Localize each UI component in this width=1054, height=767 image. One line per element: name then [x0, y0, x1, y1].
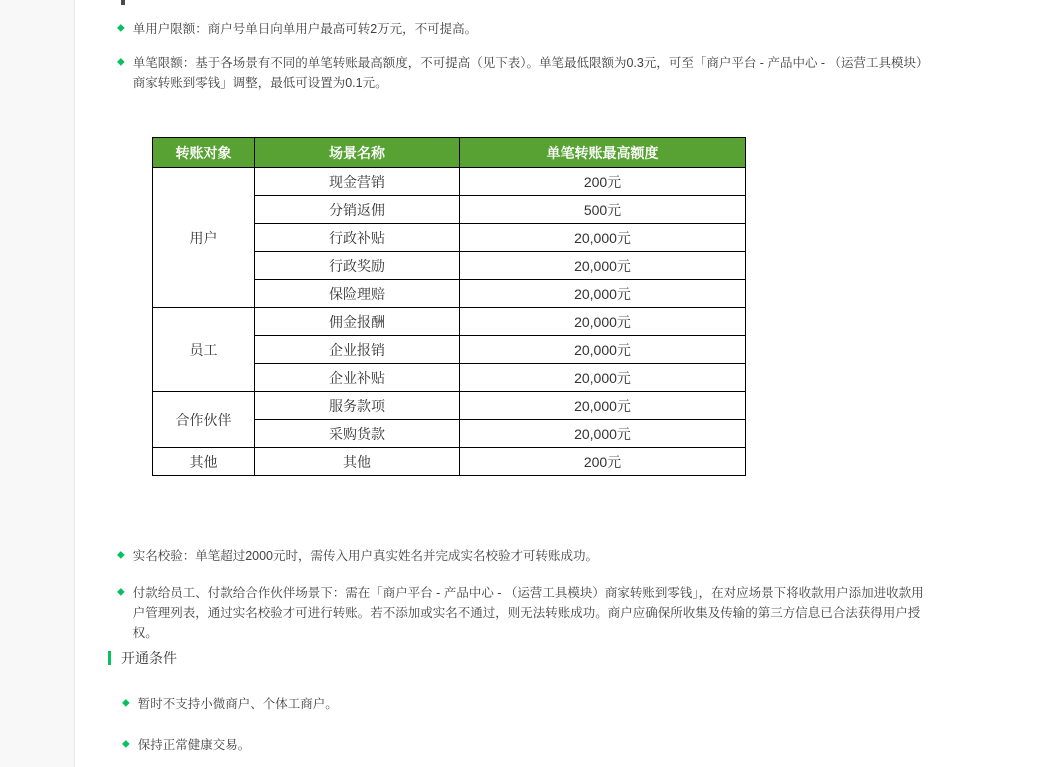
table-cell-max-amount: 20,000元	[460, 308, 746, 336]
table-cell-scene-name: 采购货款	[255, 420, 460, 448]
table-cell-scene-name: 企业补贴	[255, 364, 460, 392]
table-cell-max-amount: 500元	[460, 196, 746, 224]
table-cell-scene-name: 分销返佣	[255, 196, 460, 224]
table-cell-max-amount: 20,000元	[460, 392, 746, 420]
sidebar-edge	[0, 0, 75, 767]
note-single-user-limit	[117, 19, 947, 39]
section-heading-open-conditions	[108, 648, 177, 668]
table-row	[153, 448, 746, 476]
table-cell-transfer-object: 用户	[153, 168, 255, 308]
table-cell-scene-name: 行政奖励	[255, 252, 460, 280]
table-cell-max-amount: 20,000元	[460, 420, 746, 448]
table-cell-max-amount: 20,000元	[460, 224, 746, 252]
note-text: 付款给员工、付款给合作伙伴场景下：需在「商户平台 - 产品中心 - （运营工具模块）商家转账到零钱」，在对应场景下将收款用户添加进收款用户管理列表，通过实名校验才可进行转账。若不添加或实名不通过，则无法转账成功。商户应确保所收集及传输的第三方信息已合法获得用户授权。	[132, 586, 924, 640]
table-cell-transfer-object: 员工	[153, 308, 255, 392]
note-text: 保持正常健康交易。	[137, 738, 251, 752]
note-text: 实名校验：单笔超过2000元时，需传入用户真实姓名并完成实名校验才可转账成功。	[132, 549, 599, 563]
note-no-micro-merchant	[122, 694, 922, 714]
diamond-bullet-icon: ◆	[117, 586, 125, 598]
note-realname-check	[117, 546, 947, 566]
table-cell-max-amount: 200元	[460, 168, 746, 196]
transfer-limit-table	[152, 137, 746, 476]
table-cell-transfer-object: 其他	[153, 448, 255, 476]
table-row	[153, 392, 746, 420]
table-header-cell: 单笔转账最高额度	[460, 138, 746, 168]
note-text: 单笔限额：基于各场景有不同的单笔转账最高额度，不可提高（见下表）。单笔最低限额为0.3元，可至「商户平台 - 产品中心 - （运营工具模块）商家转账到零钱」调整，最低可设置为0.1元。	[132, 56, 929, 90]
table-cell-scene-name: 行政补贴	[255, 224, 460, 252]
table-cell-max-amount: 20,000元	[460, 252, 746, 280]
table-header-row	[153, 138, 746, 168]
diamond-bullet-icon: ◆	[117, 22, 125, 34]
diamond-bullet-icon: ◆	[122, 697, 130, 709]
section-heading-bar	[108, 651, 111, 665]
table-cell-max-amount: 20,000元	[460, 364, 746, 392]
table-cell-scene-name: 服务款项	[255, 392, 460, 420]
diamond-bullet-icon: ◆	[117, 549, 125, 561]
table-cell-max-amount: 20,000元	[460, 336, 746, 364]
clipped-text-fragment	[121, 0, 125, 5]
table-header-cell: 转账对象	[153, 138, 255, 168]
note-text: 暂时不支持小微商户、个体工商户。	[137, 697, 338, 711]
table-cell-scene-name: 其他	[255, 448, 460, 476]
diamond-bullet-icon: ◆	[117, 56, 125, 68]
table-cell-scene-name: 现金营销	[255, 168, 460, 196]
table-cell-scene-name: 佣金报酬	[255, 308, 460, 336]
table-row	[153, 168, 746, 196]
table-row	[153, 308, 746, 336]
table-cell-scene-name: 企业报销	[255, 336, 460, 364]
note-healthy-trading	[122, 735, 922, 755]
note-employee-partner-scenario	[117, 583, 931, 643]
table-body	[153, 168, 746, 476]
table-cell-max-amount: 20,000元	[460, 280, 746, 308]
table-cell-transfer-object: 合作伙伴	[153, 392, 255, 448]
note-text: 单用户限额：商户号单日向单用户最高可转2万元，不可提高。	[132, 22, 478, 36]
table-cell-scene-name: 保险理赔	[255, 280, 460, 308]
section-heading-text: 开通条件	[121, 650, 177, 666]
diamond-bullet-icon: ◆	[122, 738, 130, 750]
table-header-cell: 场景名称	[255, 138, 460, 168]
table-cell-max-amount: 200元	[460, 448, 746, 476]
note-single-transfer-limit	[117, 53, 931, 93]
